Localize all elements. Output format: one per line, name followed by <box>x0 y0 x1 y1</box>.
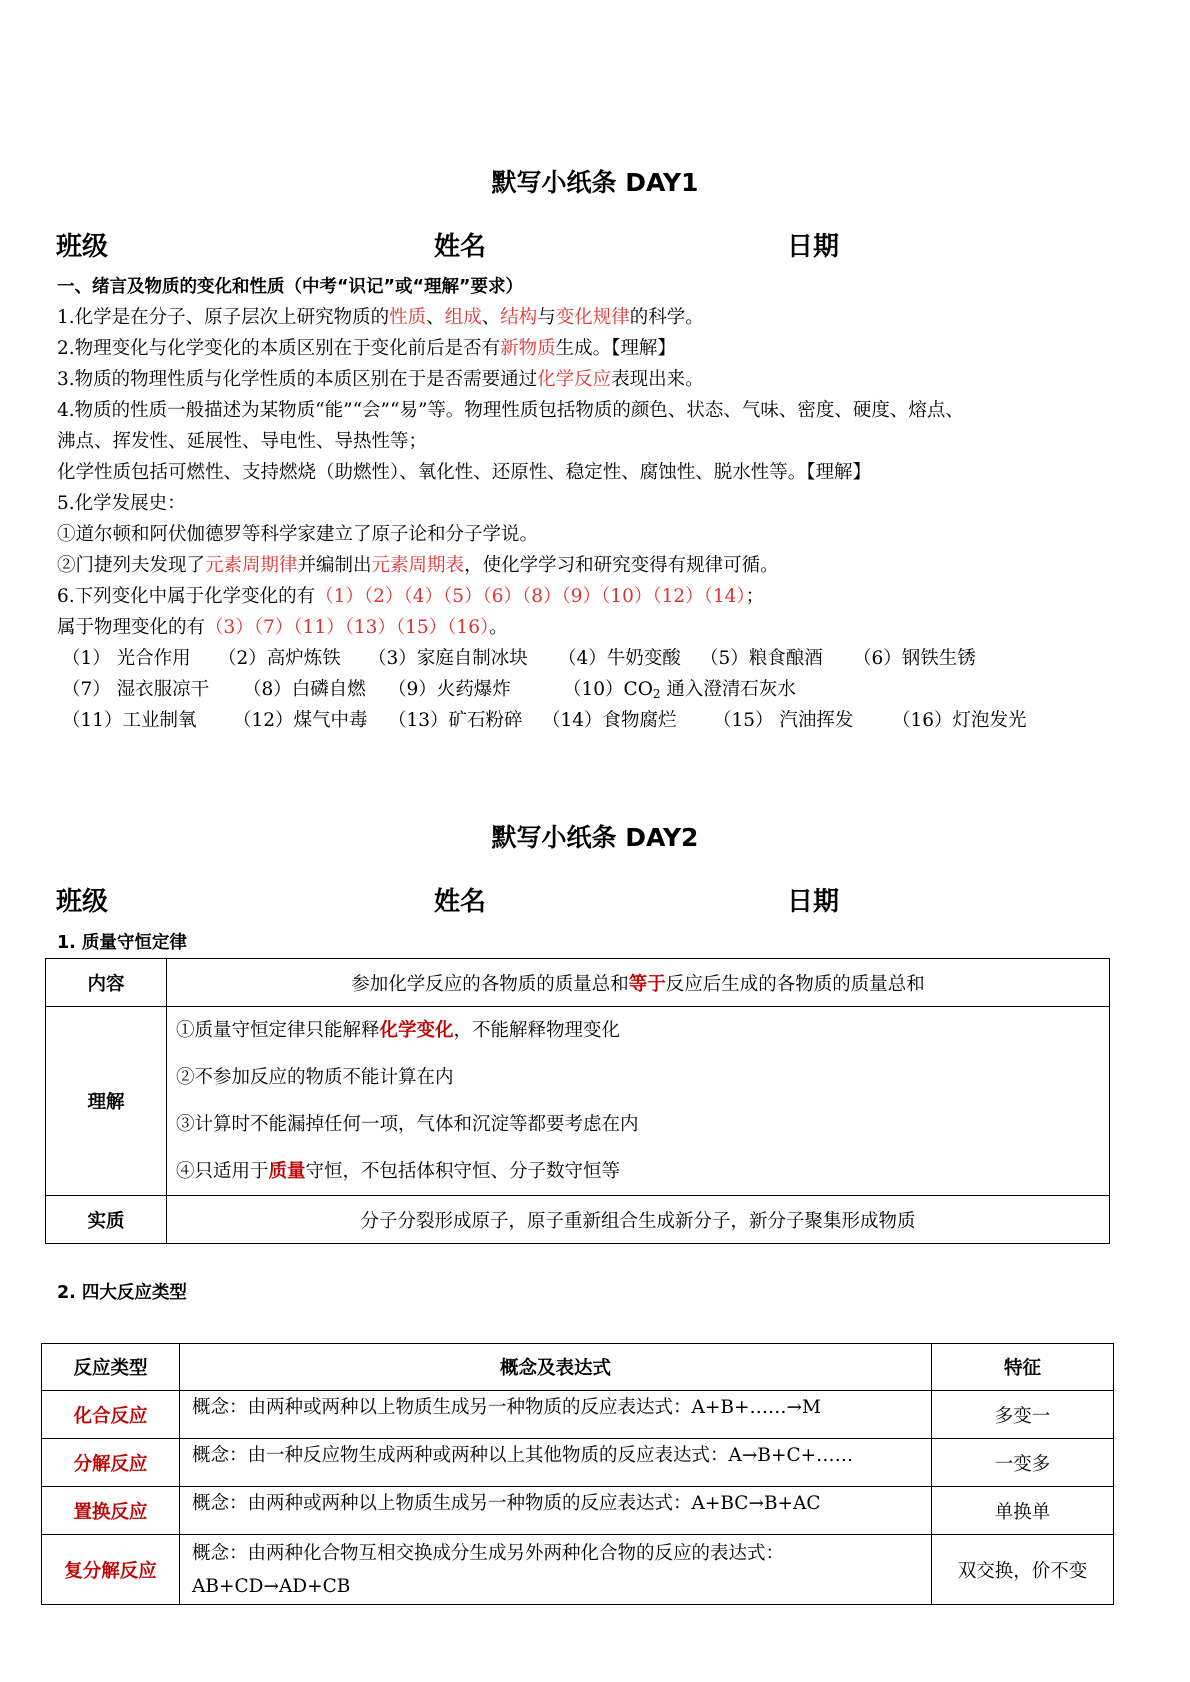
day1-line-4b: 沸点、挥发性、延展性、导电性、导热性等； <box>57 431 428 452</box>
item-15: （15） 汽油挥发 <box>713 710 854 731</box>
section-reaction-types-title: 2. 四大反应类型 <box>57 1283 187 1303</box>
item-12: （12）煤气中毒 <box>233 710 368 731</box>
item-11: （11）工业制氧 <box>62 710 197 731</box>
item-10: $(10)CO_2$ 通入澄清石灰水 <box>563 679 796 701</box>
item-8: （8）白磷自燃 <box>243 679 366 700</box>
day1-line-4a: 4.物质的性质一般描述为某物质“能”“会”“易”等。物理性质包括物质的颜色、状态、气味、密度、硬度、熔点、 <box>57 400 964 421</box>
item-1: （1） 光合作用 <box>62 648 191 669</box>
day2-title: 默写小纸条 DAY2 <box>491 823 699 852</box>
row-label-content: 内容 <box>46 959 167 1007</box>
understanding-point-2: ②不参加反应的物质不能计算在内 <box>176 1067 454 1088</box>
item-6: （6）钢铁生锈 <box>853 648 976 669</box>
day1-line-4c: 化学性质包括可燃性、支持燃烧（助燃性）、氧化性、还原性、稳定性、腐蚀性、脱水性等。【理解】 <box>57 462 872 483</box>
type-decomposition: 分解反应 <box>42 1439 180 1487</box>
concept-double-decomposition: 概念：由两种化合物互相交换成分生成另外两种化合物的反应的表达式： AB+CD→AD+CB <box>180 1535 932 1605</box>
day2-class-label: 班级 <box>56 887 109 917</box>
item-5: （5）粮食酿酒 <box>700 648 823 669</box>
understanding-point-1: ①质量守恒定律只能解释化学变化，不能解释物理变化 <box>176 1020 621 1041</box>
header-reaction-type: 反应类型 <box>42 1344 180 1391</box>
item-2: （2）高炉炼铁 <box>218 648 341 669</box>
day1-line-5: 5.化学发展史： <box>57 493 186 514</box>
type-combination: 化合反应 <box>42 1391 180 1439</box>
day1-name-label: 姓名 <box>434 232 487 262</box>
understanding-point-3: ③计算时不能漏掉任何一项，气体和沉淀等都要考虑在内 <box>176 1114 639 1135</box>
day1-section-title: 一、绪言及物质的变化和性质（中考“识记”或“理解”要求） <box>57 277 524 297</box>
day2-name-label: 姓名 <box>434 887 487 917</box>
item-7: （7） 湿衣服凉干 <box>62 679 210 700</box>
feature-decomposition: 一变多 <box>932 1439 1114 1487</box>
reaction-types-table <box>41 1343 1114 1605</box>
row-label-essence: 实质 <box>46 1196 167 1244</box>
header-feature: 特征 <box>932 1344 1114 1391</box>
feature-combination: 多变一 <box>932 1391 1114 1439</box>
day1-line-2: 2.物理变化与化学变化的本质区别在于变化前后是否有新物质生成。【理解】 <box>57 338 676 359</box>
concept-combination: 概念：由两种或两种以上物质生成另一种物质的反应表达式：A+B+……→M <box>180 1391 932 1439</box>
type-displacement: 置换反应 <box>42 1487 180 1535</box>
day1-line-6b: 属于物理变化的有（3）（7）（11）（13）（15）（16）。 <box>57 617 508 638</box>
type-double-decomposition: 复分解反应 <box>42 1535 180 1605</box>
item-9: （9）火药爆炸 <box>388 679 511 700</box>
essence-cell: 分子分裂形成原子，原子重新组合生成新分子，新分子聚集形成物质 <box>167 1196 1110 1244</box>
item-16: （16）灯泡发光 <box>892 710 1027 731</box>
day1-line-3: 3.物质的物理性质与化学性质的本质区别在于是否需要通过化学反应表现出来。 <box>57 369 704 390</box>
day1-date-label: 日期 <box>787 232 840 262</box>
header-concept: 概念及表达式 <box>180 1344 932 1391</box>
day1-line-5a: ①道尔顿和阿伏伽德罗等科学家建立了原子论和分子学说。 <box>57 524 539 545</box>
concept-decomposition: 概念：由一种反应物生成两种或两种以上其他物质的反应表达式：A→B+C+…… <box>180 1439 932 1487</box>
mass-conservation-table <box>45 958 1110 1244</box>
item-3: （3）家庭自制冰块 <box>368 648 528 669</box>
concept-displacement: 概念：由两种或两种以上物质生成另一种物质的反应表达式：A+BC→B+AC <box>180 1487 932 1535</box>
day1-line-5b: ②门捷列夫发现了元素周期律并编制出元素周期表，使化学学习和研究变得有规律可循。 <box>57 555 779 576</box>
day1-line-1: 1.化学是在分子、原子层次上研究物质的性质、组成、结构与变化规律的科学。 <box>57 307 704 328</box>
day1-line-6: 6.下列变化中属于化学变化的有（1）（2）（4）（5）（6）（8）（9）（10）（12）（14）； <box>57 586 765 607</box>
item-13: （13）矿石粉碎 <box>388 710 523 731</box>
day1-title: 默写小纸条 DAY1 <box>491 168 699 197</box>
section-mass-conservation-title: 1. 质量守恒定律 <box>57 933 187 953</box>
understanding-cell <box>167 1007 1110 1196</box>
day1-class-label: 班级 <box>56 232 109 262</box>
understanding-point-4: ④只适用于质量守恒，不包括体积守恒、分子数守恒等 <box>176 1161 621 1182</box>
day2-date-label: 日期 <box>787 887 840 917</box>
item-4: （4）牛奶变酸 <box>558 648 681 669</box>
item-14: （14）食物腐烂 <box>542 710 677 731</box>
feature-double-decomposition: 双交换，价不变 <box>932 1535 1114 1605</box>
content-cell: 参加化学反应的各物质的质量总和等于反应后生成的各物质的质量总和 <box>167 959 1110 1007</box>
feature-displacement: 单换单 <box>932 1487 1114 1535</box>
row-label-understanding: 理解 <box>46 1007 167 1196</box>
